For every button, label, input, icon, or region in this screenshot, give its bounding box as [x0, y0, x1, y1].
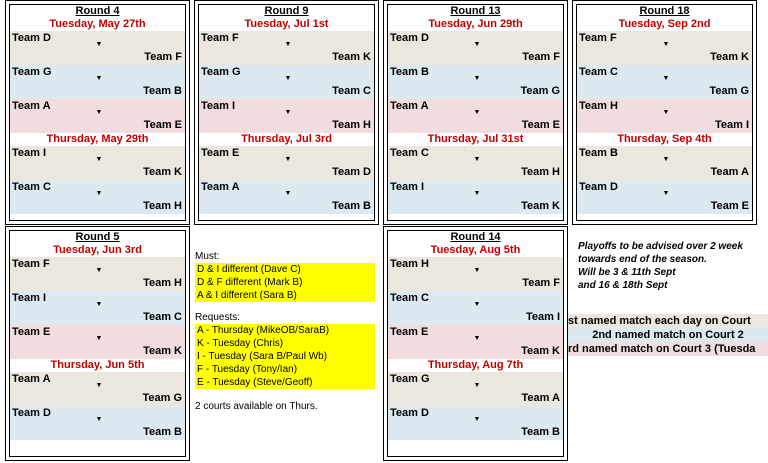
home-team: Team E: [12, 326, 51, 338]
match-row: [388, 257, 563, 291]
playoffs-line: Playoffs to be advised over 2 week: [578, 241, 743, 252]
match-row: [577, 146, 752, 180]
dropdown-arrow-icon[interactable]: ▼: [95, 41, 103, 48]
dropdown-arrow-icon[interactable]: ▼: [473, 267, 481, 274]
court-1-legend: st named match each day on Court: [568, 314, 768, 328]
round-title: Round 18: [577, 5, 752, 18]
match-row: [577, 31, 752, 65]
match-day-label: Thursday, Aug 7th: [388, 359, 563, 372]
round-title: Round 13: [388, 5, 563, 18]
match-row: [199, 31, 374, 65]
match-row: [10, 291, 185, 325]
match-day-label: Thursday, Jul 3rd: [199, 133, 374, 146]
home-team: Team A: [12, 373, 51, 385]
home-team: Team I: [12, 147, 47, 159]
away-team: Team G: [709, 85, 749, 97]
home-team: Team H: [579, 100, 618, 112]
away-team: Team G: [142, 392, 182, 404]
match-row: [199, 146, 374, 180]
round-title: Round 14: [388, 231, 563, 244]
home-team: Team A: [12, 100, 51, 112]
match-row: [388, 372, 563, 406]
dropdown-arrow-icon[interactable]: ▼: [473, 382, 481, 389]
away-team: Team F: [522, 51, 560, 63]
away-team: Team F: [522, 277, 560, 289]
dropdown-arrow-icon[interactable]: ▼: [95, 190, 103, 197]
dropdown-arrow-icon[interactable]: ▼: [662, 190, 670, 197]
round-card: [383, 226, 568, 461]
match-day-label: Thursday, Jul 31st: [388, 133, 563, 146]
away-team: Team K: [143, 166, 182, 178]
away-team: Team K: [332, 51, 371, 63]
match-row: [10, 325, 185, 359]
dropdown-arrow-icon[interactable]: ▼: [473, 416, 481, 423]
home-team: Team E: [201, 147, 240, 159]
away-team: Team K: [521, 200, 560, 212]
home-team: Team G: [390, 373, 430, 385]
away-team: Team F: [144, 51, 182, 63]
away-team: Team A: [521, 392, 560, 404]
home-team: Team B: [579, 147, 618, 159]
away-team: Team E: [521, 119, 560, 131]
home-team: Team C: [12, 181, 51, 193]
dropdown-arrow-icon[interactable]: ▼: [473, 75, 481, 82]
home-team: Team C: [390, 147, 429, 159]
home-team: Team G: [201, 66, 241, 78]
match-row: [199, 65, 374, 99]
dropdown-arrow-icon[interactable]: ▼: [473, 109, 481, 116]
away-team: Team C: [143, 311, 182, 323]
home-team: Team D: [12, 407, 51, 419]
match-day-label: Tuesday, Sep 2nd: [577, 18, 752, 31]
match-row: [388, 325, 563, 359]
home-team: Team I: [201, 100, 236, 112]
dropdown-arrow-icon[interactable]: ▼: [284, 75, 292, 82]
away-team: Team H: [521, 166, 560, 178]
round-card: [5, 0, 190, 225]
match-row: [388, 99, 563, 133]
must-item: D & I different (Dave C): [195, 263, 375, 276]
dropdown-arrow-icon[interactable]: ▼: [662, 109, 670, 116]
round-card: [194, 0, 379, 225]
dropdown-arrow-icon[interactable]: ▼: [95, 301, 103, 308]
dropdown-arrow-icon[interactable]: ▼: [473, 335, 481, 342]
constraints-panel: [195, 251, 375, 412]
away-team: Team A: [710, 166, 749, 178]
match-row: [388, 291, 563, 325]
match-day-label: Tuesday, Aug 5th: [388, 244, 563, 257]
away-team: Team B: [332, 200, 371, 212]
dropdown-arrow-icon[interactable]: ▼: [95, 75, 103, 82]
dropdown-arrow-icon[interactable]: ▼: [662, 156, 670, 163]
match-day-label: Tuesday, May 27th: [10, 18, 185, 31]
request-item: I - Tuesday (Sara B/Paul Wb): [195, 350, 375, 363]
must-label: Must:: [195, 251, 220, 262]
home-team: Team I: [12, 292, 47, 304]
playoffs-line: and 16 & 18th Sept: [578, 280, 668, 291]
match-row: [10, 180, 185, 214]
match-row: [388, 406, 563, 440]
match-row: [10, 146, 185, 180]
match-day-label: Thursday, May 29th: [10, 133, 185, 146]
home-team: Team F: [579, 32, 617, 44]
away-team: Team I: [714, 119, 749, 131]
away-team: Team K: [143, 345, 182, 357]
match-row: [388, 31, 563, 65]
court-2-legend: 2nd named match on Court 2: [568, 328, 768, 342]
match-row: [577, 99, 752, 133]
round-title: Round 4: [10, 5, 185, 18]
match-row: [388, 65, 563, 99]
away-team: Team E: [710, 200, 749, 212]
home-team: Team G: [12, 66, 52, 78]
courts-footnote: 2 courts available on Thurs.: [195, 401, 318, 412]
dropdown-arrow-icon[interactable]: ▼: [95, 382, 103, 389]
round-title: Round 5: [10, 231, 185, 244]
match-row: [199, 99, 374, 133]
match-row: [199, 180, 374, 214]
round-title: Round 9: [199, 5, 374, 18]
dropdown-arrow-icon[interactable]: ▼: [284, 41, 292, 48]
match-row: [577, 65, 752, 99]
round-card: [5, 226, 190, 461]
home-team: Team F: [201, 32, 239, 44]
away-team: Team H: [143, 277, 182, 289]
dropdown-arrow-icon[interactable]: ▼: [95, 109, 103, 116]
home-team: Team C: [579, 66, 618, 78]
home-team: Team H: [390, 258, 429, 270]
dropdown-arrow-icon[interactable]: ▼: [473, 190, 481, 197]
dropdown-arrow-icon[interactable]: ▼: [284, 190, 292, 197]
match-row: [10, 372, 185, 406]
home-team: Team D: [579, 181, 618, 193]
match-day-label: Tuesday, Jul 1st: [199, 18, 374, 31]
home-team: Team A: [201, 181, 240, 193]
must-item: D & F different (Mark B): [195, 276, 375, 289]
request-item: K - Tuesday (Chris): [195, 337, 375, 350]
away-team: Team I: [525, 311, 560, 323]
dropdown-arrow-icon[interactable]: ▼: [95, 416, 103, 423]
home-team: Team E: [390, 326, 429, 338]
away-team: Team K: [521, 345, 560, 357]
match-row: [10, 31, 185, 65]
dropdown-arrow-icon[interactable]: ▼: [662, 75, 670, 82]
home-team: Team D: [390, 407, 429, 419]
home-team: Team I: [390, 181, 425, 193]
playoffs-note: [578, 240, 743, 292]
match-row: [388, 180, 563, 214]
away-team: Team B: [143, 426, 182, 438]
dropdown-arrow-icon[interactable]: ▼: [95, 156, 103, 163]
playoffs-line: Will be 3 & 11th Sept: [578, 267, 676, 278]
request-item: F - Tuesday (Tony/Ian): [195, 363, 375, 376]
home-team: Team A: [390, 100, 429, 112]
match-row: [10, 65, 185, 99]
home-team: Team C: [390, 292, 429, 304]
away-team: Team H: [143, 200, 182, 212]
match-day-label: Thursday, Jun 5th: [10, 359, 185, 372]
dropdown-arrow-icon[interactable]: ▼: [473, 301, 481, 308]
match-day-label: Tuesday, Jun 29th: [388, 18, 563, 31]
dropdown-arrow-icon[interactable]: ▼: [284, 109, 292, 116]
dropdown-arrow-icon[interactable]: ▼: [95, 335, 103, 342]
away-team: Team C: [332, 85, 371, 97]
dropdown-arrow-icon[interactable]: ▼: [95, 267, 103, 274]
match-row: [10, 99, 185, 133]
away-team: Team B: [521, 426, 560, 438]
home-team: Team F: [12, 258, 50, 270]
round-card: [383, 0, 568, 225]
round-card: [572, 0, 757, 225]
home-team: Team D: [390, 32, 429, 44]
away-team: Team G: [520, 85, 560, 97]
dropdown-arrow-icon[interactable]: ▼: [473, 41, 481, 48]
match-day-label: Thursday, Sep 4th: [577, 133, 752, 146]
court-3-legend: rd named match on Court 3 (Tuesda: [568, 342, 768, 356]
request-item: A - Thursday (MikeOB/SaraB): [195, 324, 375, 337]
dropdown-arrow-icon[interactable]: ▼: [473, 156, 481, 163]
away-team: Team B: [143, 85, 182, 97]
home-team: Team B: [390, 66, 429, 78]
away-team: Team D: [332, 166, 371, 178]
requests-label: Requests:: [195, 312, 241, 323]
match-row: [10, 257, 185, 291]
match-day-label: Tuesday, Jun 3rd: [10, 244, 185, 257]
request-item: E - Tuesday (Steve/Geoff): [195, 376, 375, 389]
must-item: A & I different (Sara B): [195, 289, 375, 302]
match-row: [577, 180, 752, 214]
dropdown-arrow-icon[interactable]: ▼: [662, 41, 670, 48]
away-team: Team K: [710, 51, 749, 63]
home-team: Team D: [12, 32, 51, 44]
court-legend: [568, 314, 768, 356]
match-row: [388, 146, 563, 180]
playoffs-line: towards end of the season.: [578, 254, 707, 265]
away-team: Team E: [143, 119, 182, 131]
away-team: Team H: [332, 119, 371, 131]
dropdown-arrow-icon[interactable]: ▼: [284, 156, 292, 163]
match-row: [10, 406, 185, 440]
